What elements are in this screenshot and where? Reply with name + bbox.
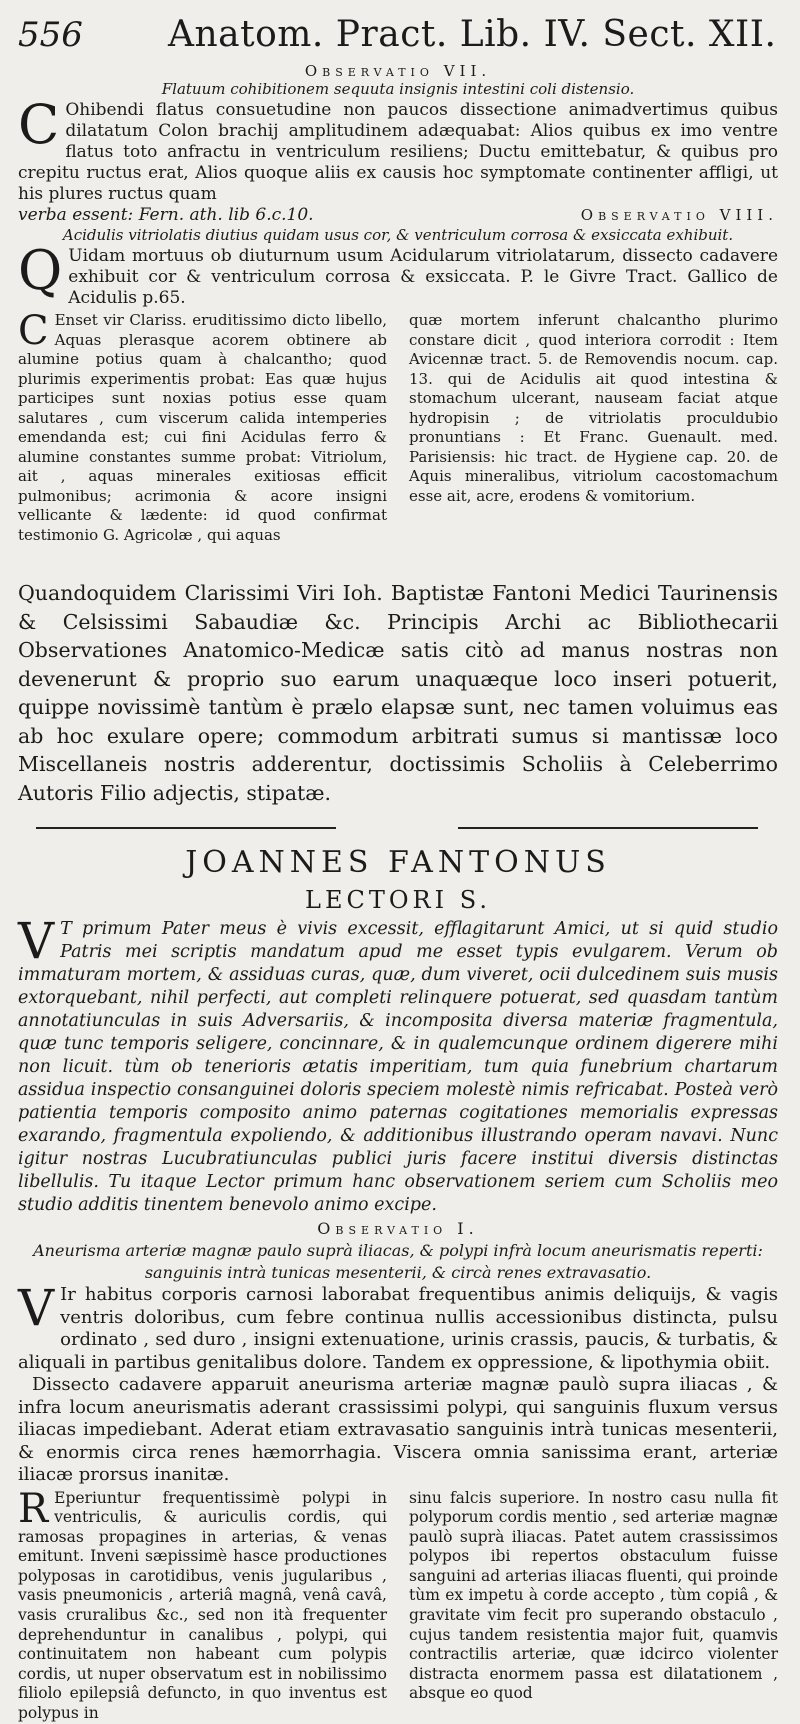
scholion-left-column <box>18 1485 387 1724</box>
letter-body: T primum Pater meus è vivis excessit, efflagitarunt Amici, ut si quid studio Patris mei scriptis mandatum apud me esset typis evulgarem. Verum ob immaturam mortem, & assiduas curas, quæ, dum viveret, ocii dulcedinem suis musis extorquebant, nihil perfecti, aut completi relinquere potuerat, sed quasdam tantùm annotatiunculas in suis Adversariis, & incomposita diversa materiæ fragmentula, quæ tunc temporis seligere, concinnare, & in qualemcunque ordinem digerere mihi non licuit. tùm ob tenerioris ætatis imperitiam, tum quia funebrium chartarum assidua inspectio consanguinei doloris speciem molestè nimis refricabat. Posteà verò patientia temporis composito animo paternas cogitationes memorialis expressas exarando, fragmentula expoliendo, & additionibus illustrando operam navavi. Nunc igitur nostras Lucubratiunculas publici juris facere institui diversis distinctas libellulis. Tu itaque Lector primum hanc observationem seriem cum Scholiis meo studio additis tinentem benevolo animo excipe. <box>18 919 778 1215</box>
observation-1-subtitle-line-2: sanguinis intrà tunicas mesenterii, & circà renes extravasatio. <box>144 1263 652 1282</box>
observation-1-heading: Observatio I. <box>317 1219 479 1238</box>
observation-7-text <box>18 93 778 205</box>
drop-cap: C <box>18 308 49 354</box>
page-number: 556 <box>18 15 83 55</box>
section-subtitle: LECTORI S. <box>305 886 491 914</box>
observation-8-heading: Observatio VIII. <box>580 206 778 224</box>
observation-8-scholion <box>18 308 778 545</box>
scholion-left-column <box>18 308 387 545</box>
drop-cap: V <box>18 1279 55 1337</box>
observation-8-text <box>18 239 778 309</box>
observation-7-citation: verba essent: Fern. ath. lib 6.c.10. <box>18 205 314 225</box>
scholion-right-column: quæ mortem inferunt chalcantho plurimo constare dicit , quod interiora corrodit : Item Avicennæ tract. 5. de Removendis nocum. cap. 13. qui de Acidulis ait quod intestina & stomachum ulcerant, nauseam faciat atque hydropisin ; de vitriolatis proculdubio pronuntians : Et Franc. Guenault. med. Parisiensis: hic tract. de Hygiene cap. 20. de Aquis mineralibus, vitriolum cacostomachum esse ait, acre, erodens & vomitorium. <box>409 311 778 505</box>
section-title: JOANNES FANTONUS <box>185 845 611 880</box>
section-divider <box>18 807 778 841</box>
observation-1-scholion <box>18 1485 778 1724</box>
scholion-right-column: sinu falcis superiore. In nostro casu nulla fit polyporum cordis mentio , sed arteriæ magnæ paulò suprà iliacas. Patet autem crassissimos polypos ibi repertos obstaculum fuisse sanguini ad arterias iliacas fluenti, qui proinde tùm ex impetu à corde accepto , tùm copiâ , & gravitate vim fecit pro superando obstaculo , cujus tandem resistentia major fuit, quamvis contractilis arteriæ, quæ idcirco violenter distracta enormem passa est dilatationem , absque eo quod <box>409 1488 778 1703</box>
divider-line-right <box>458 827 758 829</box>
observation-1-case <box>18 1279 778 1374</box>
letter-to-reader <box>18 912 778 1217</box>
divider-line-left <box>36 827 336 829</box>
drop-cap: V <box>18 912 55 970</box>
observation-7-heading: Observatio VII. <box>304 62 492 80</box>
observation-7-last-line <box>18 205 778 226</box>
observation-1-dissection: Dissecto cadavere apparuit aneurisma arteriæ magnæ paulò supra iliacas , & infra locum aneurismatis aderant crassissimi polypi, qui sanguinis fluxum versus iliacas impediebant. Aderat etiam extravasatio sanguinis intrà tunicas mesenterii, & enormis circa renes hæmorrhagia. Viscera omnia sanissima erant, arteriæ iliacæ prorsus inanitæ. <box>18 1374 778 1485</box>
drop-cap: Q <box>18 239 63 302</box>
spacer <box>18 545 778 579</box>
observation-7-subtitle: Flatuum cohibitionem sequuta insignis intestini coli distensio. <box>161 80 635 98</box>
observation-8-body: Uidam mortuus ob diuturnum usum Acidularum vitriolatarum, dissecto cadavere exhibuit cor & ventriculum corrosa & exsiccata. P. le Givre Tract. Gallico de Acidulis p.65. <box>68 246 778 308</box>
observation-1-case-body: Ir habitus corporis carnosi laborabat frequentibus animis deliquijs, & vagis ventris doloribus, cum febre continua nullis accessionibus distincta, pulsu ordinato , sed duro , insigni extenuatione, urinis crassis, paucis, & turbatis, & aliquali in partibus genitalibus dolore. Tandem ex oppressione, & lipothymia obiit. <box>18 1284 778 1373</box>
scholion-left-text: Eperiuntur frequentissimè polypi in ventriculis, & auriculis cordis, qui ramosas propagines in arterias, & venas emitunt. Inveni sæpissimè hasce productiones polyposas in carotidibus, venis jugularibus , vasis pneumonicis , arteriâ magnâ, venâ cavâ, vasis cruralibus &c., sed non ità frequenter deprehenduntur in canalibus , polypi, qui continuitatem non habeant cum polypis cordis, ut nuper observatum est in nobilissimo filiolo epilepsiâ defuncto, in quo inventus est polypus in <box>18 1488 387 1723</box>
observation-1-subtitle-line-1: Aneurisma arteriæ magnæ paulo suprà iliacas, & polypi infrà locum aneurismatis reperti: <box>33 1241 763 1260</box>
running-title: Anatom. Pract. Lib. IV. Sect. XII. <box>168 14 777 55</box>
running-head <box>18 14 778 62</box>
editor-note: Quandoquidem Clarissimi Viri Ioh. Baptistæ Fantoni Medici Taurinensis & Celsissimi Sabaudiæ &c. Principis Archi ac Bibliothecarii Observationes Anatomico-Medicæ satis citò ad manus nostras non devenerunt & proprio suo earum unaquæque loco inseri potuerit, quippe novissimè tantùm è prælo elapsæ sunt, nec tamen voluimus eas ab hoc exulare opere; commodum arbitrati sumus si mantissæ loco Miscellaneis nostris adderentur, doctissimis Scholiis à Celeberrimo Autoris Filio adjectis, stipatæ. <box>18 581 778 805</box>
drop-cap: R <box>18 1485 49 1532</box>
observation-7-body: Ohibendi flatus consuetudine non paucos dissectione animadvertimus quibus dilatatum Colon brachij amplitudinem adæquabat: Alios quibus ex imo ventre flatus toto anfractu in ventriculum resiliens; Ductu emittebatur, & quibus pro crepitu ructus erat, Alios quoque aliis ex causis hoc symptomate continenter affligi, ut his plures ructus quam <box>18 100 778 204</box>
drop-cap: C <box>18 93 60 156</box>
observation-8-subtitle: Acidulis vitriolatis diutius quidam usus cor, & ventriculum corrosa & exsiccata exhibuit. <box>62 226 734 244</box>
scholion-left-text: Enset vir Clariss. eruditissimo dicto libello, Aquas plerasque acorem obtinere ab alumine potius quam à chalcantho; quod plurimis experimentis probat: Eas quæ hujus participes sunt noxias potius esse quam salutares , cum viscerum calida intemperies emendanda est; cui fini Acidulas ferro & alumine constantes summe probat: Vitriolum, ait , aquas minerales exitiosas efficit pulmonibus; acrimonia & acore insigni vellicante & lædente: id quod confirmat testimonio G. Agricolæ , qui aquas <box>18 311 387 544</box>
